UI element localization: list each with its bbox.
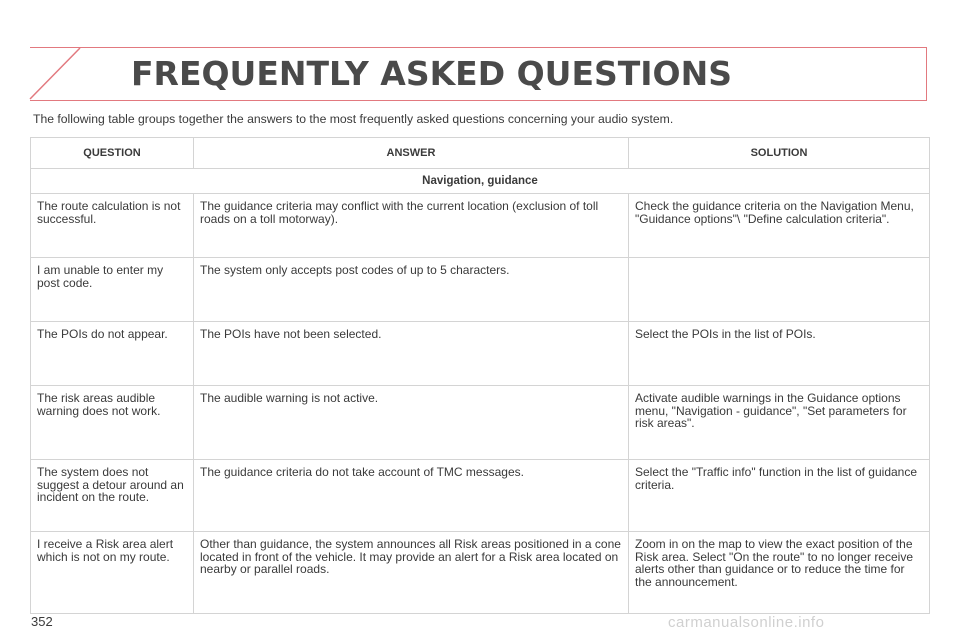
question-cell: The risk areas audible warning does not work. xyxy=(31,386,194,460)
header-diagonal-line xyxy=(30,48,80,99)
page-number: 352 xyxy=(31,614,53,629)
question-cell: I am unable to enter my post code. xyxy=(31,258,194,322)
answer-cell: Other than guidance, the system announces all Risk areas positioned in a cone located in front of the vehicle. It may provide an alert for a Risk area located on nearby or parallel roads. xyxy=(194,532,629,614)
intro-text: The following table groups together the answers to the most frequently asked questions concerning your audio system. xyxy=(33,112,674,126)
solution-cell xyxy=(629,258,930,322)
page-title: FREQUENTLY ASKED QUESTIONS xyxy=(131,54,732,93)
answer-cell: The system only accepts post codes of up to 5 characters. xyxy=(194,258,629,322)
header-corner-accent xyxy=(28,44,88,102)
table-row xyxy=(31,386,930,460)
solution-cell: Select the "Traffic info" function in the list of guidance criteria. xyxy=(629,460,930,532)
answer-cell: The guidance criteria may conflict with the current location (exclusion of toll roads on a toll motorway). xyxy=(194,194,629,258)
column-header-answer: ANSWER xyxy=(194,138,629,169)
faq-table xyxy=(30,137,930,614)
solution-cell: Select the POIs in the list of POIs. xyxy=(629,322,930,386)
question-cell: The POIs do not appear. xyxy=(31,322,194,386)
group-header-row xyxy=(31,169,930,194)
solution-cell: Activate audible warnings in the Guidance options menu, "Navigation - guidance", "Set parameters for risk areas". xyxy=(629,386,930,460)
answer-cell: The POIs have not been selected. xyxy=(194,322,629,386)
column-header-question: QUESTION xyxy=(31,138,194,169)
answer-cell: The guidance criteria do not take account of TMC messages. xyxy=(194,460,629,532)
table-row xyxy=(31,460,930,532)
group-title: Navigation, guidance xyxy=(31,169,930,194)
table-row xyxy=(31,194,930,258)
table-row xyxy=(31,258,930,322)
table-row xyxy=(31,532,930,614)
answer-cell: The audible warning is not active. xyxy=(194,386,629,460)
solution-cell: Zoom in on the map to view the exact position of the Risk area. Select "On the route" to no longer receive alerts other than guidance or to reduce the time for the announcement. xyxy=(629,532,930,614)
solution-cell: Check the guidance criteria on the Navigation Menu, "Guidance options"\ "Define calculation criteria". xyxy=(629,194,930,258)
question-cell: The system does not suggest a detour around an incident on the route. xyxy=(31,460,194,532)
column-header-solution: SOLUTION xyxy=(629,138,930,169)
watermark: carmanualsonline.info xyxy=(668,614,825,631)
table-header-row xyxy=(31,138,930,169)
question-cell: I receive a Risk area alert which is not on my route. xyxy=(31,532,194,614)
table-row xyxy=(31,322,930,386)
question-cell: The route calculation is not successful. xyxy=(31,194,194,258)
